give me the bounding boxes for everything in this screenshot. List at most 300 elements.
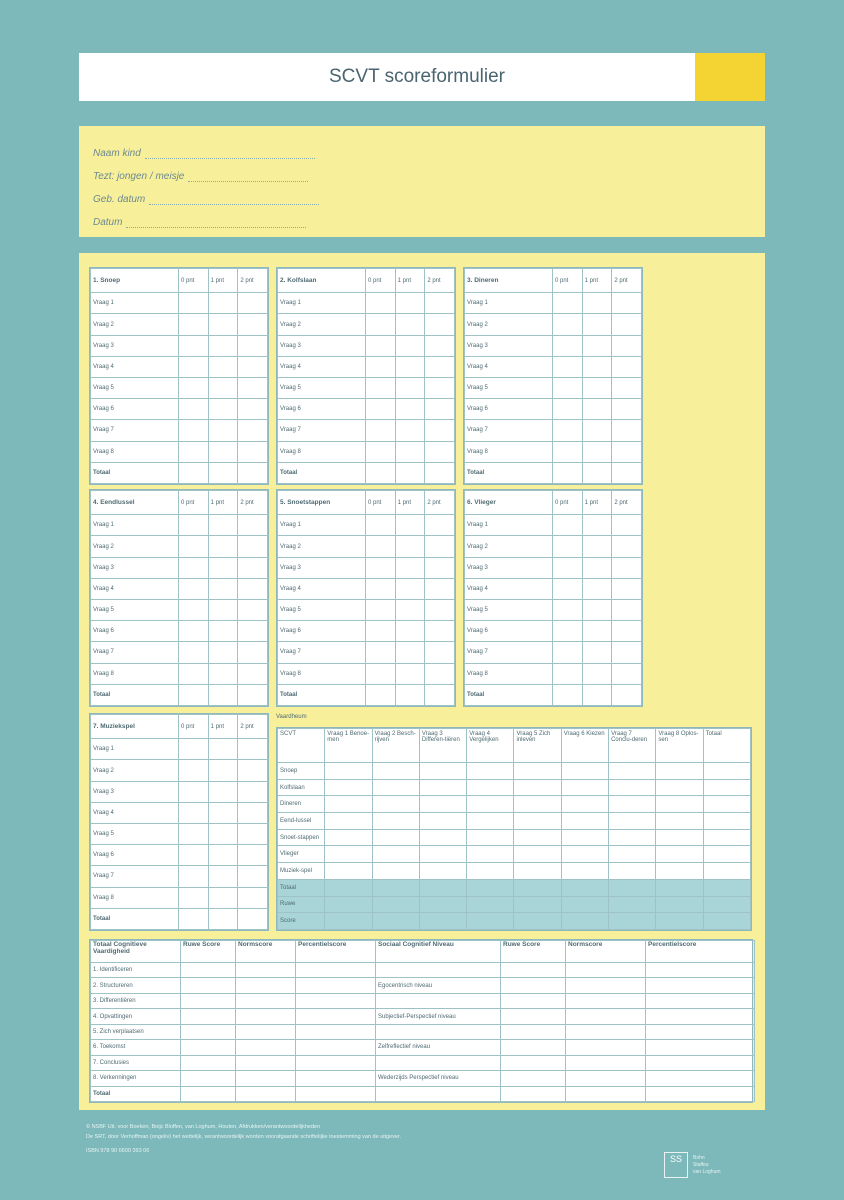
- summary-cell[interactable]: [646, 993, 755, 1008]
- summary-cell[interactable]: [501, 993, 566, 1008]
- profile-cell[interactable]: [514, 846, 561, 863]
- score-cell[interactable]: [425, 399, 455, 420]
- profile-cell[interactable]: [514, 763, 561, 780]
- score-cell[interactable]: [395, 441, 425, 462]
- score-cell[interactable]: [179, 441, 209, 462]
- score-cell[interactable]: [238, 356, 268, 377]
- score-cell[interactable]: [395, 399, 425, 420]
- profile-cell[interactable]: [419, 846, 466, 863]
- score-cell[interactable]: [553, 599, 583, 620]
- profile-cell[interactable]: [656, 829, 703, 846]
- score-cell[interactable]: [582, 377, 612, 398]
- score-cell[interactable]: [208, 293, 238, 314]
- score-cell[interactable]: [366, 557, 396, 578]
- score-cell[interactable]: [582, 557, 612, 578]
- score-cell[interactable]: [238, 781, 268, 802]
- profile-cell[interactable]: [372, 896, 419, 913]
- score-cell[interactable]: [179, 887, 209, 908]
- score-cell[interactable]: [582, 399, 612, 420]
- summary-cell[interactable]: [646, 1086, 755, 1102]
- score-cell[interactable]: [612, 557, 642, 578]
- profile-cell[interactable]: [467, 896, 514, 913]
- summary-cell[interactable]: [566, 1024, 646, 1039]
- score-cell[interactable]: [208, 760, 238, 781]
- score-cell[interactable]: [612, 314, 642, 335]
- score-cell[interactable]: [425, 420, 455, 441]
- score-cell[interactable]: [366, 314, 396, 335]
- score-cell[interactable]: [179, 399, 209, 420]
- score-cell[interactable]: [208, 887, 238, 908]
- score-cell[interactable]: [238, 599, 268, 620]
- summary-cell[interactable]: [501, 1086, 566, 1102]
- summary-cell[interactable]: [646, 978, 755, 993]
- score-cell[interactable]: [238, 377, 268, 398]
- summary-cell[interactable]: [236, 978, 296, 993]
- score-cell[interactable]: [238, 578, 268, 599]
- score-cell[interactable]: [425, 642, 455, 663]
- profile-cell[interactable]: [609, 796, 656, 813]
- summary-cell[interactable]: [501, 978, 566, 993]
- summary-cell[interactable]: [296, 978, 376, 993]
- profile-cell[interactable]: [325, 913, 372, 930]
- score-cell[interactable]: [582, 621, 612, 642]
- score-cell[interactable]: [553, 621, 583, 642]
- score-cell[interactable]: [238, 515, 268, 536]
- score-cell[interactable]: [582, 599, 612, 620]
- score-cell[interactable]: [179, 760, 209, 781]
- profile-cell[interactable]: [467, 813, 514, 830]
- score-cell[interactable]: [395, 462, 425, 483]
- score-cell[interactable]: [208, 441, 238, 462]
- summary-cell[interactable]: [236, 1024, 296, 1039]
- profile-cell[interactable]: [514, 796, 561, 813]
- score-cell[interactable]: [208, 420, 238, 441]
- summary-cell[interactable]: [236, 1071, 296, 1086]
- score-cell[interactable]: [208, 908, 238, 929]
- score-cell[interactable]: [238, 802, 268, 823]
- score-cell[interactable]: [238, 557, 268, 578]
- profile-cell[interactable]: [703, 913, 750, 930]
- summary-cell[interactable]: [646, 1009, 755, 1024]
- score-cell[interactable]: [179, 866, 209, 887]
- profile-cell[interactable]: [467, 763, 514, 780]
- score-cell[interactable]: [366, 536, 396, 557]
- profile-cell[interactable]: [656, 896, 703, 913]
- summary-cell[interactable]: [566, 1086, 646, 1102]
- score-cell[interactable]: [238, 420, 268, 441]
- profile-cell[interactable]: [325, 863, 372, 880]
- summary-cell[interactable]: [566, 1071, 646, 1086]
- score-cell[interactable]: [238, 663, 268, 684]
- summary-cell[interactable]: [236, 1040, 296, 1055]
- score-cell[interactable]: [612, 356, 642, 377]
- score-cell[interactable]: [553, 663, 583, 684]
- summary-cell[interactable]: [296, 1024, 376, 1039]
- score-cell[interactable]: [208, 845, 238, 866]
- summary-cell[interactable]: [181, 1071, 236, 1086]
- score-cell[interactable]: [179, 377, 209, 398]
- profile-cell[interactable]: [467, 829, 514, 846]
- profile-cell[interactable]: [703, 763, 750, 780]
- score-cell[interactable]: [208, 377, 238, 398]
- summary-cell[interactable]: [236, 1009, 296, 1024]
- score-cell[interactable]: [179, 684, 209, 705]
- score-cell[interactable]: [208, 335, 238, 356]
- score-cell[interactable]: [553, 515, 583, 536]
- score-cell[interactable]: [179, 557, 209, 578]
- score-cell[interactable]: [238, 887, 268, 908]
- score-cell[interactable]: [582, 356, 612, 377]
- summary-cell[interactable]: [181, 1040, 236, 1055]
- profile-cell[interactable]: [325, 829, 372, 846]
- summary-cell[interactable]: [501, 1071, 566, 1086]
- profile-cell[interactable]: [325, 879, 372, 896]
- summary-cell[interactable]: [181, 993, 236, 1008]
- summary-cell[interactable]: [236, 1055, 296, 1070]
- score-cell[interactable]: [179, 536, 209, 557]
- profile-cell[interactable]: [703, 829, 750, 846]
- profile-cell[interactable]: [561, 913, 608, 930]
- summary-cell[interactable]: [646, 1071, 755, 1086]
- score-cell[interactable]: [366, 441, 396, 462]
- score-cell[interactable]: [395, 684, 425, 705]
- summary-cell[interactable]: [501, 1009, 566, 1024]
- profile-cell[interactable]: [419, 796, 466, 813]
- profile-cell[interactable]: [703, 813, 750, 830]
- score-cell[interactable]: [395, 356, 425, 377]
- score-cell[interactable]: [582, 293, 612, 314]
- score-cell[interactable]: [553, 557, 583, 578]
- score-cell[interactable]: [553, 314, 583, 335]
- score-cell[interactable]: [366, 684, 396, 705]
- summary-cell[interactable]: [236, 1086, 296, 1102]
- score-cell[interactable]: [395, 621, 425, 642]
- summary-cell[interactable]: [181, 963, 236, 978]
- score-cell[interactable]: [366, 335, 396, 356]
- score-cell[interactable]: [238, 866, 268, 887]
- summary-cell[interactable]: [646, 1055, 755, 1070]
- score-cell[interactable]: [179, 462, 209, 483]
- profile-cell[interactable]: [467, 779, 514, 796]
- summary-cell[interactable]: [566, 993, 646, 1008]
- profile-cell[interactable]: [609, 779, 656, 796]
- score-cell[interactable]: [238, 399, 268, 420]
- profile-cell[interactable]: [419, 829, 466, 846]
- score-cell[interactable]: [612, 420, 642, 441]
- profile-cell[interactable]: [561, 763, 608, 780]
- score-cell[interactable]: [366, 399, 396, 420]
- score-cell[interactable]: [179, 781, 209, 802]
- profile-cell[interactable]: [656, 863, 703, 880]
- score-cell[interactable]: [425, 515, 455, 536]
- profile-cell[interactable]: [372, 829, 419, 846]
- profile-cell[interactable]: [703, 779, 750, 796]
- score-cell[interactable]: [179, 293, 209, 314]
- score-cell[interactable]: [582, 420, 612, 441]
- summary-cell[interactable]: [181, 1009, 236, 1024]
- profile-cell[interactable]: [514, 879, 561, 896]
- score-cell[interactable]: [612, 399, 642, 420]
- score-cell[interactable]: [395, 420, 425, 441]
- profile-cell[interactable]: [372, 913, 419, 930]
- summary-cell[interactable]: [236, 993, 296, 1008]
- profile-cell[interactable]: [325, 779, 372, 796]
- score-cell[interactable]: [582, 441, 612, 462]
- birthdate-field[interactable]: [149, 193, 319, 205]
- score-cell[interactable]: [425, 599, 455, 620]
- score-cell[interactable]: [553, 642, 583, 663]
- score-cell[interactable]: [425, 557, 455, 578]
- score-cell[interactable]: [366, 462, 396, 483]
- score-cell[interactable]: [425, 684, 455, 705]
- summary-cell[interactable]: [566, 1040, 646, 1055]
- score-cell[interactable]: [612, 578, 642, 599]
- profile-cell[interactable]: [514, 829, 561, 846]
- score-cell[interactable]: [179, 356, 209, 377]
- score-cell[interactable]: [582, 536, 612, 557]
- score-cell[interactable]: [395, 557, 425, 578]
- profile-cell[interactable]: [467, 796, 514, 813]
- score-cell[interactable]: [395, 314, 425, 335]
- score-cell[interactable]: [553, 684, 583, 705]
- score-cell[interactable]: [553, 420, 583, 441]
- score-cell[interactable]: [208, 314, 238, 335]
- score-cell[interactable]: [208, 823, 238, 844]
- profile-cell[interactable]: [609, 763, 656, 780]
- score-cell[interactable]: [612, 377, 642, 398]
- score-cell[interactable]: [208, 866, 238, 887]
- score-cell[interactable]: [582, 642, 612, 663]
- profile-cell[interactable]: [656, 813, 703, 830]
- score-cell[interactable]: [612, 684, 642, 705]
- profile-cell[interactable]: [325, 796, 372, 813]
- score-cell[interactable]: [582, 515, 612, 536]
- score-cell[interactable]: [179, 663, 209, 684]
- profile-cell[interactable]: [514, 896, 561, 913]
- profile-cell[interactable]: [656, 913, 703, 930]
- score-cell[interactable]: [208, 356, 238, 377]
- profile-cell[interactable]: [561, 829, 608, 846]
- profile-cell[interactable]: [372, 846, 419, 863]
- score-cell[interactable]: [208, 578, 238, 599]
- profile-cell[interactable]: [656, 879, 703, 896]
- score-cell[interactable]: [395, 377, 425, 398]
- score-cell[interactable]: [238, 684, 268, 705]
- score-cell[interactable]: [612, 599, 642, 620]
- score-cell[interactable]: [179, 739, 209, 760]
- score-cell[interactable]: [582, 314, 612, 335]
- score-cell[interactable]: [179, 802, 209, 823]
- profile-cell[interactable]: [561, 813, 608, 830]
- score-cell[interactable]: [582, 335, 612, 356]
- profile-cell[interactable]: [325, 813, 372, 830]
- profile-cell[interactable]: [372, 763, 419, 780]
- profile-cell[interactable]: [561, 796, 608, 813]
- profile-cell[interactable]: [609, 879, 656, 896]
- score-cell[interactable]: [612, 642, 642, 663]
- score-cell[interactable]: [208, 621, 238, 642]
- score-cell[interactable]: [395, 335, 425, 356]
- summary-cell[interactable]: [566, 963, 646, 978]
- summary-cell[interactable]: [501, 1040, 566, 1055]
- profile-cell[interactable]: [325, 846, 372, 863]
- profile-cell[interactable]: [325, 896, 372, 913]
- profile-cell[interactable]: [561, 879, 608, 896]
- score-cell[interactable]: [425, 536, 455, 557]
- score-cell[interactable]: [238, 823, 268, 844]
- score-cell[interactable]: [208, 557, 238, 578]
- profile-cell[interactable]: [703, 896, 750, 913]
- summary-cell[interactable]: [181, 1086, 236, 1102]
- profile-cell[interactable]: [514, 779, 561, 796]
- profile-cell[interactable]: [609, 829, 656, 846]
- score-cell[interactable]: [366, 377, 396, 398]
- score-cell[interactable]: [425, 663, 455, 684]
- summary-cell[interactable]: [501, 1024, 566, 1039]
- score-cell[interactable]: [582, 663, 612, 684]
- profile-cell[interactable]: [703, 796, 750, 813]
- profile-cell[interactable]: [703, 879, 750, 896]
- score-cell[interactable]: [179, 515, 209, 536]
- score-cell[interactable]: [208, 663, 238, 684]
- summary-cell[interactable]: [566, 1009, 646, 1024]
- score-cell[interactable]: [179, 621, 209, 642]
- score-cell[interactable]: [425, 293, 455, 314]
- score-cell[interactable]: [366, 663, 396, 684]
- score-cell[interactable]: [612, 621, 642, 642]
- score-cell[interactable]: [425, 335, 455, 356]
- score-cell[interactable]: [238, 293, 268, 314]
- profile-cell[interactable]: [467, 863, 514, 880]
- profile-cell[interactable]: [609, 896, 656, 913]
- profile-cell[interactable]: [656, 779, 703, 796]
- summary-cell[interactable]: [181, 978, 236, 993]
- score-cell[interactable]: [425, 314, 455, 335]
- profile-cell[interactable]: [467, 846, 514, 863]
- score-cell[interactable]: [553, 293, 583, 314]
- summary-cell[interactable]: [646, 963, 755, 978]
- profile-cell[interactable]: [656, 846, 703, 863]
- score-cell[interactable]: [553, 377, 583, 398]
- score-cell[interactable]: [238, 314, 268, 335]
- score-cell[interactable]: [612, 293, 642, 314]
- score-cell[interactable]: [208, 642, 238, 663]
- profile-cell[interactable]: [419, 896, 466, 913]
- score-cell[interactable]: [208, 599, 238, 620]
- score-cell[interactable]: [208, 739, 238, 760]
- name-field[interactable]: [145, 147, 315, 159]
- score-cell[interactable]: [553, 399, 583, 420]
- score-cell[interactable]: [208, 684, 238, 705]
- profile-cell[interactable]: [419, 863, 466, 880]
- summary-cell[interactable]: [296, 993, 376, 1008]
- score-cell[interactable]: [395, 536, 425, 557]
- summary-cell[interactable]: [566, 978, 646, 993]
- score-cell[interactable]: [553, 536, 583, 557]
- score-cell[interactable]: [425, 377, 455, 398]
- score-cell[interactable]: [208, 802, 238, 823]
- score-cell[interactable]: [366, 420, 396, 441]
- profile-cell[interactable]: [609, 913, 656, 930]
- profile-cell[interactable]: [372, 796, 419, 813]
- score-cell[interactable]: [238, 462, 268, 483]
- score-cell[interactable]: [582, 684, 612, 705]
- profile-cell[interactable]: [656, 796, 703, 813]
- profile-cell[interactable]: [325, 763, 372, 780]
- profile-cell[interactable]: [372, 879, 419, 896]
- score-cell[interactable]: [366, 578, 396, 599]
- score-cell[interactable]: [425, 356, 455, 377]
- score-cell[interactable]: [179, 578, 209, 599]
- score-cell[interactable]: [612, 335, 642, 356]
- score-cell[interactable]: [366, 642, 396, 663]
- score-cell[interactable]: [366, 356, 396, 377]
- score-cell[interactable]: [553, 441, 583, 462]
- score-cell[interactable]: [612, 536, 642, 557]
- profile-cell[interactable]: [561, 863, 608, 880]
- score-cell[interactable]: [238, 642, 268, 663]
- summary-cell[interactable]: [181, 1024, 236, 1039]
- score-cell[interactable]: [553, 462, 583, 483]
- score-cell[interactable]: [179, 823, 209, 844]
- summary-cell[interactable]: [296, 1086, 376, 1102]
- profile-cell[interactable]: [419, 813, 466, 830]
- score-cell[interactable]: [238, 760, 268, 781]
- date-field[interactable]: [126, 216, 306, 228]
- profile-cell[interactable]: [609, 863, 656, 880]
- profile-cell[interactable]: [372, 779, 419, 796]
- score-cell[interactable]: [395, 663, 425, 684]
- profile-cell[interactable]: [561, 896, 608, 913]
- summary-cell[interactable]: [501, 1055, 566, 1070]
- score-cell[interactable]: [612, 462, 642, 483]
- summary-cell[interactable]: [181, 1055, 236, 1070]
- score-cell[interactable]: [179, 599, 209, 620]
- score-cell[interactable]: [553, 578, 583, 599]
- score-cell[interactable]: [395, 515, 425, 536]
- score-cell[interactable]: [238, 908, 268, 929]
- score-cell[interactable]: [395, 293, 425, 314]
- score-cell[interactable]: [553, 335, 583, 356]
- score-cell[interactable]: [366, 293, 396, 314]
- profile-cell[interactable]: [609, 813, 656, 830]
- profile-cell[interactable]: [419, 879, 466, 896]
- score-cell[interactable]: [425, 578, 455, 599]
- score-cell[interactable]: [238, 335, 268, 356]
- score-cell[interactable]: [238, 441, 268, 462]
- profile-cell[interactable]: [419, 913, 466, 930]
- profile-cell[interactable]: [703, 863, 750, 880]
- score-cell[interactable]: [179, 845, 209, 866]
- profile-cell[interactable]: [467, 879, 514, 896]
- score-cell[interactable]: [238, 845, 268, 866]
- profile-cell[interactable]: [514, 863, 561, 880]
- profile-cell[interactable]: [514, 813, 561, 830]
- score-cell[interactable]: [366, 599, 396, 620]
- summary-cell[interactable]: [646, 1040, 755, 1055]
- score-cell[interactable]: [238, 739, 268, 760]
- summary-cell[interactable]: [296, 1055, 376, 1070]
- score-cell[interactable]: [208, 781, 238, 802]
- score-cell[interactable]: [395, 599, 425, 620]
- score-cell[interactable]: [179, 908, 209, 929]
- score-cell[interactable]: [208, 462, 238, 483]
- profile-cell[interactable]: [561, 846, 608, 863]
- profile-cell[interactable]: [656, 763, 703, 780]
- profile-cell[interactable]: [372, 813, 419, 830]
- summary-cell[interactable]: [236, 963, 296, 978]
- score-cell[interactable]: [238, 536, 268, 557]
